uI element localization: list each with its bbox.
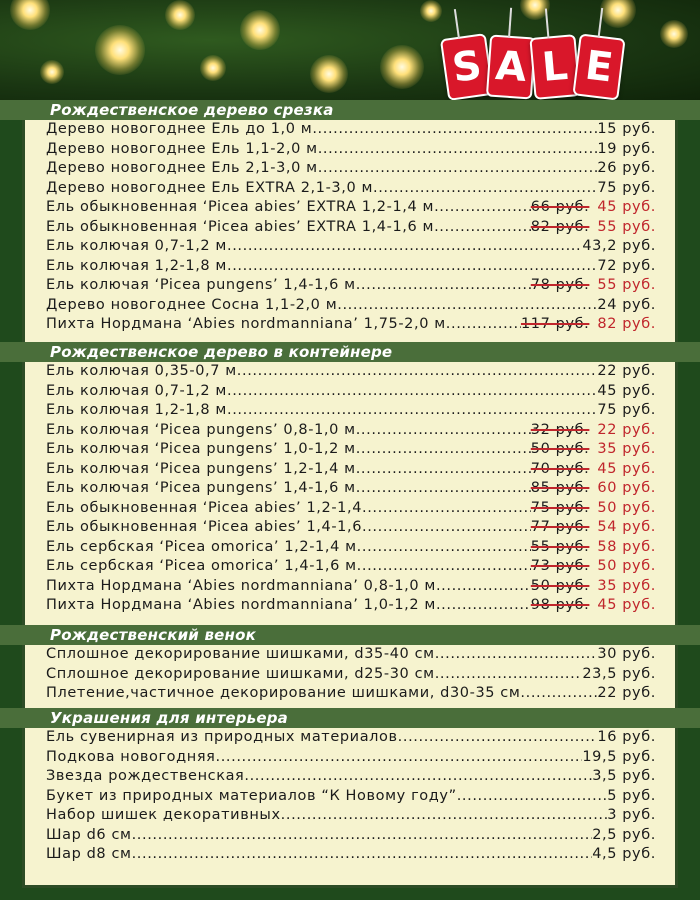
price-row: [46, 383, 656, 403]
dot-leader: [356, 441, 531, 457]
price-row: [46, 500, 656, 520]
dot-leader: [132, 827, 593, 843]
item-name: Ель сувенирная из природных материалов: [46, 729, 398, 745]
section-rows: [46, 363, 656, 617]
item-name: Ель обыкновенная ‘Picea abies’ 1,2-1,4: [46, 499, 363, 516]
price-row: [46, 180, 656, 200]
price: 72 руб.: [597, 257, 656, 274]
old-price: 66 руб.: [530, 199, 590, 215]
price-row: [46, 363, 656, 383]
bokeh-light: [240, 10, 280, 50]
price: 26 руб.: [597, 160, 656, 176]
dot-leader: [356, 461, 531, 477]
old-price: 78 руб.: [530, 277, 590, 293]
dot-leader: [373, 180, 597, 196]
sale-price: 58 руб.: [597, 538, 656, 555]
sale-price: 54 руб.: [597, 519, 656, 535]
section-rows: [46, 646, 656, 705]
old-price: 85 руб.: [530, 480, 590, 496]
bokeh-light: [40, 60, 64, 84]
bokeh-light: [165, 0, 195, 30]
price: 30 руб.: [597, 646, 656, 662]
dot-leader: [436, 597, 531, 613]
old-price: 73 руб.: [530, 558, 590, 574]
bokeh-light: [10, 0, 50, 30]
dot-leader: [357, 539, 531, 555]
item-name: Ель колючая ‘Picea pungens’ 0,8-1,0 м: [46, 421, 356, 438]
item-name: Сплошное декорирование шишками, d35-40 см: [46, 646, 435, 662]
price: 24 руб.: [597, 296, 656, 313]
price-row: [46, 788, 656, 808]
dot-leader: [227, 383, 597, 399]
bokeh-light: [95, 25, 145, 75]
dot-leader: [227, 238, 582, 254]
old-price: 32 руб.: [530, 421, 590, 438]
section-rows: [46, 121, 656, 336]
dot-leader: [356, 422, 531, 438]
dot-leader: [227, 402, 597, 418]
price-row: [46, 441, 656, 461]
price: 22 руб.: [597, 685, 656, 701]
price-row: [46, 558, 656, 578]
item-name: Сплошное декорирование шишками, d25-30 см: [46, 665, 435, 682]
sale-price: 35 руб.: [597, 441, 656, 457]
dot-leader: [362, 500, 531, 516]
price-row: [46, 316, 656, 336]
price-row: [46, 402, 656, 422]
item-name: Дерево новогоднее Ель до 1,0 м: [46, 121, 313, 137]
section-heading: Рождественское дерево в контейнере: [0, 342, 700, 362]
price: 19 руб.: [597, 140, 656, 157]
price-row: [46, 646, 656, 666]
price: 3,5 руб.: [592, 768, 656, 784]
sale-price: 82 руб.: [597, 316, 656, 332]
dot-leader: [362, 519, 531, 535]
price-row: [46, 539, 656, 559]
sale-price: 22 руб.: [597, 421, 656, 438]
price-row: [46, 685, 656, 705]
price-row: [46, 666, 656, 686]
item-name: Ель обыкновенная ‘Picea abies’ EXTRA 1,4-1,6 м: [46, 218, 435, 235]
old-price: 50 руб.: [530, 577, 590, 594]
sale-price: 45 руб.: [597, 199, 656, 215]
price: 75 руб.: [597, 179, 656, 196]
item-name: Ель колючая ‘Picea pungens’ 1,0-1,2 м: [46, 441, 356, 457]
dot-leader: [457, 788, 608, 804]
dot-leader: [356, 480, 531, 496]
item-name: Ель колючая ‘Picea pungens’ 1,4-1,6 м: [46, 277, 356, 293]
bokeh-light: [660, 20, 688, 48]
section-heading: Рождественское дерево срезка: [0, 100, 700, 120]
sale-price: 55 руб.: [597, 277, 656, 293]
sale-tag-letter: L: [529, 34, 580, 100]
price-row: [46, 729, 656, 749]
dot-leader: [520, 685, 597, 701]
item-name: Ель колючая 1,2-1,8 м: [46, 402, 227, 418]
old-price: 98 руб.: [530, 597, 590, 613]
price: 19,5 руб.: [582, 748, 656, 765]
item-name: Плетение,частичное декорирование шишками, d30-35 см: [46, 685, 521, 701]
price-row: [46, 219, 656, 239]
dot-leader: [337, 297, 597, 313]
sale-price: 50 руб.: [597, 499, 656, 516]
price-row: [46, 578, 656, 598]
old-price: 75 руб.: [530, 499, 590, 516]
old-price: 82 руб.: [530, 218, 590, 235]
item-name: Ель колючая 0,7-1,2 м: [46, 382, 227, 399]
dot-leader: [446, 316, 521, 332]
price: 15 руб.: [597, 121, 656, 137]
item-name: Пихта Нордмана ‘Abies nordmanniana’ 1,75-2,0 м: [46, 316, 446, 332]
item-name: Ель колючая 0,35-0,7 м: [46, 363, 237, 379]
dot-leader: [227, 258, 597, 274]
bokeh-light: [200, 55, 226, 81]
item-name: Подкова новогодняя: [46, 748, 216, 765]
sale-sign: [436, 8, 616, 98]
price-row: [46, 846, 656, 866]
price-row: [46, 121, 656, 141]
price-row: [46, 141, 656, 161]
sale-price: 60 руб.: [597, 480, 656, 496]
sale-price: 55 руб.: [597, 218, 656, 235]
item-name: Ель сербская ‘Picea omorica’ 1,2-1,4 м: [46, 538, 357, 555]
item-name: Ель обыкновенная ‘Picea abies’ 1,4-1,6: [46, 519, 363, 535]
section-heading: Украшения для интерьера: [0, 708, 700, 728]
price-row: [46, 277, 656, 297]
price: 3 руб.: [607, 807, 656, 823]
price: 75 руб.: [597, 402, 656, 418]
sale-price: 45 руб.: [597, 597, 656, 613]
item-name: Ель колючая ‘Picea pungens’ 1,2-1,4 м: [46, 460, 356, 477]
item-name: Дерево новогоднее Ель 2,1-3,0 м: [46, 160, 318, 176]
old-price: 50 руб.: [530, 441, 590, 457]
sale-tag-letter: A: [486, 34, 536, 99]
price: 2,5 руб.: [592, 826, 656, 843]
item-name: Пихта Нордмана ‘Abies nordmanniana’ 0,8-1,0 м: [46, 577, 436, 594]
dot-leader: [435, 666, 583, 682]
price: 43,2 руб.: [582, 238, 656, 254]
item-name: Шар d6 см: [46, 826, 132, 843]
item-name: Дерево новогоднее Ель EXTRA 2,1-3,0 м: [46, 179, 374, 196]
old-price: 117 руб.: [520, 316, 590, 332]
price: 5 руб.: [607, 787, 656, 804]
item-name: Звезда рождественская: [46, 768, 245, 784]
item-name: Дерево новогоднее Ель 1,1-2,0 м: [46, 140, 318, 157]
price: 45 руб.: [597, 382, 656, 399]
price: 4,5 руб.: [592, 846, 656, 862]
dot-leader: [434, 219, 531, 235]
item-name: Набор шишек декоративных: [46, 807, 281, 823]
dot-leader: [237, 363, 598, 379]
price-row: [46, 827, 656, 847]
old-price: 70 руб.: [530, 460, 590, 477]
item-name: Дерево новогоднее Сосна 1,1-2,0 м: [46, 296, 338, 313]
price-row: [46, 199, 656, 219]
dot-leader: [356, 277, 531, 293]
price: 22 руб.: [597, 363, 656, 379]
dot-leader: [318, 160, 598, 176]
price-row: [46, 297, 656, 317]
price-row: [46, 480, 656, 500]
sale-tag-letter: E: [572, 33, 625, 100]
dot-leader: [434, 199, 531, 215]
sale-price: 35 руб.: [597, 577, 656, 594]
item-name: Ель обыкновенная ‘Picea abies’ EXTRA 1,2-1,4 м: [46, 199, 435, 215]
dot-leader: [215, 749, 582, 765]
price-row: [46, 238, 656, 258]
price-row: [46, 597, 656, 617]
price-row: [46, 749, 656, 769]
bokeh-light: [380, 45, 424, 89]
sale-tag-letter: S: [440, 33, 494, 100]
price-row: [46, 807, 656, 827]
item-name: Ель сербская ‘Picea omorica’ 1,4-1,6 м: [46, 558, 357, 574]
price: 23,5 руб.: [582, 665, 656, 682]
dot-leader: [318, 141, 598, 157]
item-name: Пихта Нордмана ‘Abies nordmanniana’ 1,0-1,2 м: [46, 597, 436, 613]
price-row: [46, 768, 656, 788]
header-banner: [0, 0, 700, 100]
price-row: [46, 422, 656, 442]
dot-leader: [132, 846, 593, 862]
item-name: Ель колючая ‘Picea pungens’ 1,4-1,6 м: [46, 480, 356, 496]
sale-price: 45 руб.: [597, 460, 656, 477]
item-name: Ель колючая 1,2-1,8 м: [46, 257, 227, 274]
price-row: [46, 519, 656, 539]
price: 16 руб.: [597, 729, 656, 745]
price-row: [46, 461, 656, 481]
section-heading: Рождественский венок: [0, 625, 700, 645]
price-row: [46, 258, 656, 278]
dot-leader: [357, 558, 531, 574]
dot-leader: [435, 646, 598, 662]
dot-leader: [244, 768, 592, 784]
dot-leader: [281, 807, 608, 823]
dot-leader: [398, 729, 598, 745]
old-price: 55 руб.: [530, 538, 590, 555]
dot-leader: [312, 121, 597, 137]
bokeh-light: [310, 55, 348, 93]
price-row: [46, 160, 656, 180]
item-name: Букет из природных материалов “К Новому году”: [46, 787, 457, 804]
sale-price: 50 руб.: [597, 558, 656, 574]
section-rows: [46, 729, 656, 866]
item-name: Ель колючая 0,7-1,2 м: [46, 238, 227, 254]
item-name: Шар d8 см: [46, 846, 132, 862]
old-price: 77 руб.: [530, 519, 590, 535]
dot-leader: [436, 578, 531, 594]
